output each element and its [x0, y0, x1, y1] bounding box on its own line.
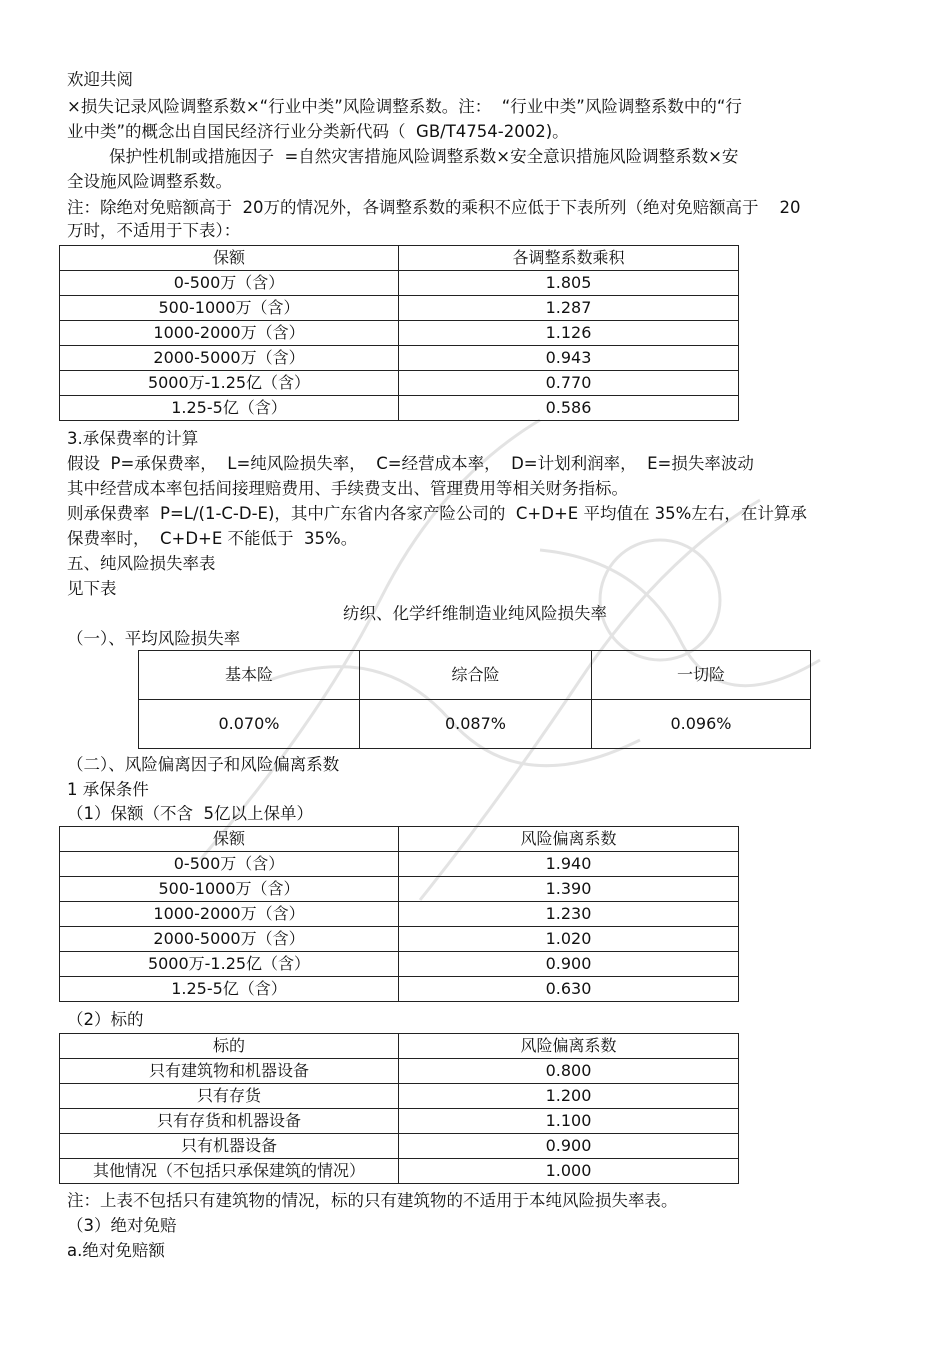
text-line: 则承保费率 P=L/(1-C-D-E)，其中广东省内各家产险公司的 C+D+E 平均值在 35%左右，在计算承 [67, 504, 807, 523]
text-line: 全设施风险调整系数。 [67, 172, 232, 191]
table-cell: 1.126 [399, 321, 739, 346]
table-cell: 0.070% [139, 700, 360, 749]
section-heading: 五、纯风险损失率表 [67, 554, 216, 573]
table-cell: 1.000 [399, 1159, 739, 1184]
text-line: 1 承保条件 [67, 780, 149, 799]
table-cell: 1.287 [399, 296, 739, 321]
text-line: 业中类”的概念出自国民经济行业分类新代码（ GB/T4754-2002)。 [67, 122, 569, 141]
table-header: 基本险 [139, 651, 360, 700]
table-cell: 1.805 [399, 271, 739, 296]
table-cell: 2000-5000万（含） [60, 346, 399, 371]
text-line: 见下表 [67, 579, 117, 598]
table-header: 风险偏离系数 [399, 827, 739, 852]
average-loss-rate-table [138, 650, 811, 749]
table-cell: 1.200 [399, 1084, 739, 1109]
table-cell: 1.230 [399, 902, 739, 927]
text-line: ×损失记录风险调整系数×“行业中类”风险调整系数。注： “行业中类”风险调整系数中的“行 [67, 97, 742, 116]
table-header: 标的 [60, 1034, 399, 1059]
subject-matter-deviation-table [59, 1033, 739, 1184]
table-cell: 0.087% [360, 700, 592, 749]
table-cell: 1000-2000万（含） [60, 321, 399, 346]
text-line: 其中经营成本率包括间接理赔费用、手续费支出、管理费用等相关财务指标。 [67, 479, 628, 498]
table-cell: 1.020 [399, 927, 739, 952]
subsection-heading: （一）、平均风险损失率 [67, 629, 241, 648]
table-cell: 其他情况（不包括只承保建筑的情况） [60, 1159, 399, 1184]
table-cell: 只有机器设备 [60, 1134, 399, 1159]
table-header: 保额 [60, 827, 399, 852]
text-line: （3）绝对免赔 [67, 1216, 177, 1235]
table-cell: 0.900 [399, 1134, 739, 1159]
note-text: 注：上表不包括只有建筑物的情况，标的只有建筑物的不适用于本纯风险损失率表。 [67, 1191, 678, 1210]
table-header: 各调整系数乘积 [399, 246, 739, 271]
text-line: （1）保额（不含 5亿以上保单） [67, 804, 313, 823]
table-cell: 1000-2000万（含） [60, 902, 399, 927]
table-cell: 500-1000万（含） [60, 877, 399, 902]
section-heading: 3.承保费率的计算 [67, 429, 199, 448]
table-cell: 0.096% [592, 700, 811, 749]
table-cell: 0.586 [399, 396, 739, 421]
table-cell: 1.390 [399, 877, 739, 902]
table-cell: 5000万-1.25亿（含） [60, 371, 399, 396]
text-line: 万时，不适用于下表）： [67, 221, 241, 240]
text-line: 保费率时， C+D+E 不能低于 35%。 [67, 529, 358, 548]
table-cell: 2000-5000万（含） [60, 927, 399, 952]
table-cell: 1.25-5亿（含） [60, 396, 399, 421]
table-cell: 0-500万（含） [60, 271, 399, 296]
text-line: 欢迎共阅 [67, 70, 133, 89]
table-title: 纺织、化学纤维制造业纯风险损失率 [343, 604, 607, 623]
table-cell: 1.25-5亿（含） [60, 977, 399, 1002]
table-header: 综合险 [360, 651, 592, 700]
table-cell: 只有建筑物和机器设备 [60, 1059, 399, 1084]
text-line: 注：除绝对免赔额高于 20万的情况外，各调整系数的乘积不应低于下表所列（绝对免赔额高于 20 [67, 198, 801, 217]
coefficient-product-table [59, 245, 739, 421]
text-line: 保护性机制或措施因子 =自然灾害措施风险调整系数×安全意识措施风险调整系数×安 [67, 147, 739, 166]
table-cell: 只有存货和机器设备 [60, 1109, 399, 1134]
table-cell: 0.630 [399, 977, 739, 1002]
table-cell: 1.100 [399, 1109, 739, 1134]
table-header: 一切险 [592, 651, 811, 700]
subsection-heading: （二）、风险偏离因子和风险偏离系数 [67, 755, 340, 774]
table-cell: 500-1000万（含） [60, 296, 399, 321]
table-cell: 1.940 [399, 852, 739, 877]
table-cell: 只有存货 [60, 1084, 399, 1109]
table-cell: 0.800 [399, 1059, 739, 1084]
sum-insured-deviation-table [59, 826, 739, 1002]
table-cell: 0.900 [399, 952, 739, 977]
table-cell: 0-500万（含） [60, 852, 399, 877]
table-cell: 5000万-1.25亿（含） [60, 952, 399, 977]
table-cell: 0.770 [399, 371, 739, 396]
table-header: 保额 [60, 246, 399, 271]
text-line: 假设 P=承保费率， L=纯风险损失率， C=经营成本率， D=计划利润率， E=损失率波动 [67, 454, 754, 473]
table-header: 风险偏离系数 [399, 1034, 739, 1059]
table-cell: 0.943 [399, 346, 739, 371]
text-line: （2）标的 [67, 1010, 144, 1029]
text-line: a.绝对免赔额 [67, 1241, 165, 1260]
